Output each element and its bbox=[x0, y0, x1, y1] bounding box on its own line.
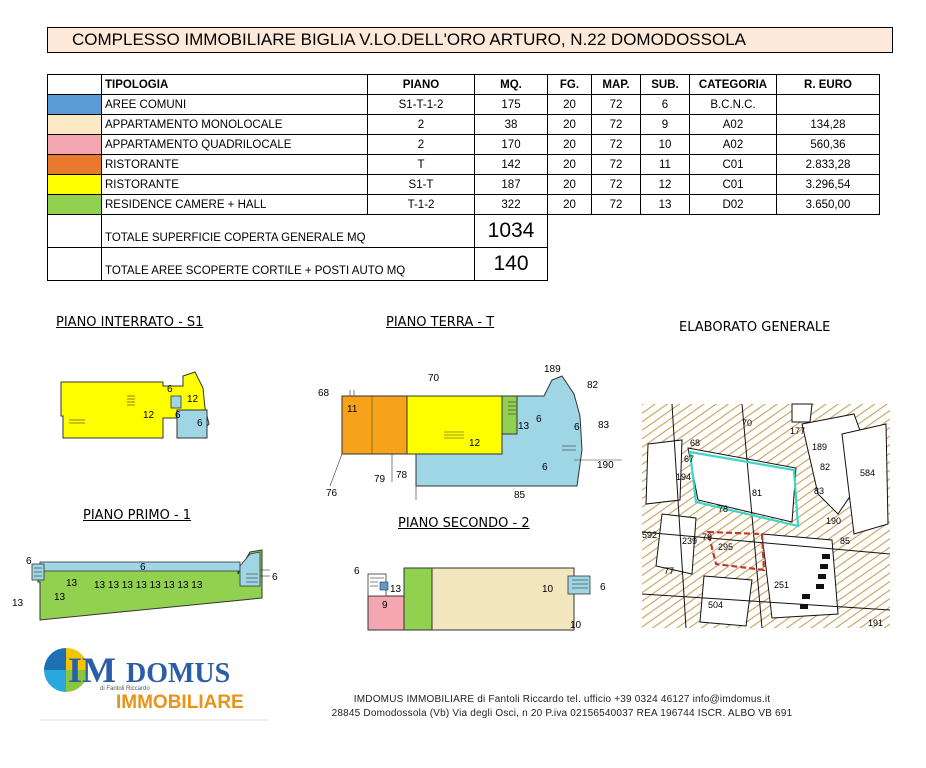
cell-map: 72 bbox=[592, 175, 641, 195]
stair-6-area bbox=[380, 582, 388, 590]
label-13-bottom: 13 bbox=[54, 592, 66, 603]
table-row bbox=[48, 115, 880, 135]
label-78: 78 bbox=[396, 470, 408, 481]
cell-tipologia: APPARTAMENTO QUADRILOCALE bbox=[102, 135, 368, 155]
stair-area bbox=[171, 396, 181, 408]
label-79: 79 bbox=[374, 474, 386, 485]
cell-rendita: 134,28 bbox=[777, 115, 880, 135]
header-rendita: R. EURO bbox=[777, 75, 880, 95]
cell-sub: 9 bbox=[641, 115, 690, 135]
header-map: MAP. bbox=[592, 75, 641, 95]
label-68: 68 bbox=[318, 388, 330, 399]
table-row bbox=[48, 175, 880, 195]
header-fg: FG. bbox=[548, 75, 592, 95]
title-elaborato-generale: ELABORATO GENERALE bbox=[679, 320, 831, 335]
total-open-label: TOTALE AREE SCOPERTE CORTILE + POSTI AUTO MQ bbox=[102, 248, 475, 281]
label-82: 82 bbox=[587, 380, 599, 391]
cell-mq: 170 bbox=[475, 135, 548, 155]
label-76: 76 bbox=[326, 488, 338, 499]
label-6c: 6 bbox=[542, 462, 548, 473]
title-piano-interrato: PIANO INTERRATO - S1 bbox=[56, 315, 204, 330]
cell-tipologia: AREE COMUNI bbox=[102, 95, 368, 115]
cadastral-table bbox=[47, 74, 880, 281]
cell-rendita: 2.833,28 bbox=[777, 155, 880, 175]
cell-rendita: 560,36 bbox=[777, 135, 880, 155]
map-label-295: 295 bbox=[718, 542, 734, 552]
map-label-79: 79 bbox=[702, 532, 713, 542]
label-83: 83 bbox=[598, 420, 610, 431]
unit-13-area bbox=[404, 568, 432, 630]
map-label-77: 77 bbox=[664, 566, 675, 576]
cell-mq: 142 bbox=[475, 155, 548, 175]
header-sub: SUB. bbox=[641, 75, 690, 95]
total-covered-row bbox=[48, 215, 880, 248]
cadastral-map bbox=[642, 404, 890, 628]
blank-swatch bbox=[48, 215, 102, 248]
label-11: 11 bbox=[347, 404, 358, 415]
label-70: 70 bbox=[428, 373, 440, 384]
cell-fg: 20 bbox=[548, 175, 592, 195]
cell-categoria: A02 bbox=[690, 135, 777, 155]
cell-piano: T bbox=[368, 155, 475, 175]
label-13-outer: 13 bbox=[12, 598, 24, 609]
map-label-78: 78 bbox=[718, 504, 729, 514]
total-covered-value: 1034 bbox=[475, 215, 548, 248]
label-13: 13 bbox=[518, 421, 530, 432]
cell-piano: S1-T bbox=[368, 175, 475, 195]
plan-interrato bbox=[55, 368, 225, 443]
cell-map: 72 bbox=[592, 95, 641, 115]
title-piano-terra: PIANO TERRA - T bbox=[386, 315, 495, 330]
cell-categoria: D02 bbox=[690, 195, 777, 215]
table-row bbox=[48, 155, 880, 175]
header-piano: PIANO bbox=[368, 75, 475, 95]
agency-address bbox=[282, 693, 842, 721]
address-line-1: IMDOMUS IMMOBILIARE di Fantoli Riccardo tel. ufficio +39 0324 46127 info@imdomus.it bbox=[353, 694, 771, 705]
cell-sub: 13 bbox=[641, 195, 690, 215]
logo-immobiliare: IMMOBILIARE bbox=[116, 692, 244, 713]
map-label-191: 191 bbox=[868, 618, 884, 628]
cell-map: 72 bbox=[592, 195, 641, 215]
swatch-header bbox=[48, 75, 102, 95]
unit-12-area bbox=[407, 396, 502, 454]
cell-fg: 20 bbox=[548, 195, 592, 215]
cell-mq: 38 bbox=[475, 115, 548, 135]
map-label-177: 177 bbox=[790, 426, 806, 436]
cell-mq: 175 bbox=[475, 95, 548, 115]
cell-tipologia: RISTORANTE bbox=[102, 155, 368, 175]
total-covered-label: TOTALE SUPERFICIE COPERTA GENERALE MQ bbox=[102, 215, 475, 248]
color-swatch bbox=[48, 135, 102, 155]
cell-mq: 187 bbox=[475, 175, 548, 195]
label-6-corridor: 6 bbox=[140, 562, 146, 573]
total-open-row bbox=[48, 248, 880, 281]
label-6-left: 6 bbox=[354, 566, 360, 577]
blank-swatch bbox=[48, 248, 102, 281]
plan-secondo bbox=[348, 564, 618, 634]
title-piano-secondo: PIANO SECONDO - 2 bbox=[398, 516, 530, 531]
cell-categoria: C01 bbox=[690, 175, 777, 195]
cell-piano: S1-T-1-2 bbox=[368, 95, 475, 115]
cell-map: 72 bbox=[592, 155, 641, 175]
cell-piano: T-1-2 bbox=[368, 195, 475, 215]
cell-sub: 12 bbox=[641, 175, 690, 195]
color-swatch bbox=[48, 195, 102, 215]
label-6b: 6 bbox=[574, 422, 580, 433]
map-label-68: 68 bbox=[690, 438, 701, 448]
label-12: 12 bbox=[469, 438, 481, 449]
map-label-82: 82 bbox=[820, 462, 831, 472]
label-6-left: 6 bbox=[26, 556, 32, 567]
map-label-189: 189 bbox=[812, 442, 828, 452]
title-piano-primo: PIANO PRIMO - 1 bbox=[83, 508, 192, 523]
cell-tipologia: RISTORANTE bbox=[102, 175, 368, 195]
map-label-85: 85 bbox=[840, 536, 851, 546]
label-13-room: 13 bbox=[66, 578, 78, 589]
map-label-67: 67 bbox=[684, 454, 695, 464]
logo-sub: di Fantoli Riccardo bbox=[100, 686, 150, 692]
map-label-70: 70 bbox=[742, 418, 753, 428]
cell-sub: 10 bbox=[641, 135, 690, 155]
logo-im: IM bbox=[68, 650, 116, 690]
map-label-190: 190 bbox=[826, 516, 842, 526]
document-title: COMPLESSO IMMOBILIARE BIGLIA V.LO.DELL'ORO ARTURO, N.22 DOMODOSSOLA bbox=[47, 27, 893, 53]
table-row bbox=[48, 135, 880, 155]
label-12b: 12 bbox=[187, 394, 199, 405]
map-label-504: 504 bbox=[708, 600, 724, 610]
table-row bbox=[48, 95, 880, 115]
label-190: 190 bbox=[597, 460, 614, 471]
cell-categoria: C01 bbox=[690, 155, 777, 175]
cell-sub: 11 bbox=[641, 155, 690, 175]
logo-domus: DOMUS bbox=[126, 658, 231, 689]
label-6a: 6 bbox=[167, 384, 173, 395]
cell-categoria: A02 bbox=[690, 115, 777, 135]
map-label-194: 194 bbox=[676, 472, 692, 482]
cell-fg: 20 bbox=[548, 95, 592, 115]
label-12a: 12 bbox=[143, 410, 155, 421]
label-6-right: 6 bbox=[272, 572, 278, 583]
map-label-81: 81 bbox=[752, 488, 763, 498]
color-swatch bbox=[48, 155, 102, 175]
total-open-value: 140 bbox=[475, 248, 548, 281]
label-6c: 6 bbox=[197, 418, 203, 429]
cell-rendita: 3.650,00 bbox=[777, 195, 880, 215]
table-row bbox=[48, 195, 880, 215]
label-13: 13 bbox=[390, 584, 402, 595]
cell-piano: 2 bbox=[368, 135, 475, 155]
cell-sub: 6 bbox=[641, 95, 690, 115]
plan-terra bbox=[312, 360, 630, 502]
map-label-239: 239 bbox=[682, 536, 698, 546]
label-13-rooms: 13 13 13 13 13 13 13 13 bbox=[94, 580, 203, 591]
label-189: 189 bbox=[544, 364, 561, 375]
map-label-584: 584 bbox=[860, 468, 876, 478]
cell-tipologia: APPARTAMENTO MONOLOCALE bbox=[102, 115, 368, 135]
cell-rendita bbox=[777, 95, 880, 115]
cell-fg: 20 bbox=[548, 115, 592, 135]
cell-fg: 20 bbox=[548, 135, 592, 155]
label-85: 85 bbox=[514, 490, 526, 501]
header-categoria: CATEGORIA bbox=[690, 75, 777, 95]
cell-piano: 2 bbox=[368, 115, 475, 135]
color-swatch bbox=[48, 95, 102, 115]
map-label-83: 83 bbox=[814, 486, 825, 496]
map-label-592: 592 bbox=[642, 530, 658, 540]
cell-mq: 322 bbox=[475, 195, 548, 215]
label-10-bottom: 10 bbox=[570, 620, 582, 631]
unit-10-area bbox=[432, 568, 574, 630]
address-line-2: 28845 Domodossola (Vb) Via degli Osci, n 20 P.iva 02156540037 REA 196744 ISCR. ALBO VB 691 bbox=[331, 708, 793, 719]
cell-map: 72 bbox=[592, 135, 641, 155]
imdomus-logo bbox=[40, 644, 268, 722]
header-mq: MQ. bbox=[475, 75, 548, 95]
label-6a: 6 bbox=[536, 414, 542, 425]
label-9: 9 bbox=[382, 600, 388, 611]
plan-primo bbox=[10, 546, 285, 616]
color-swatch bbox=[48, 115, 102, 135]
color-swatch bbox=[48, 175, 102, 195]
cell-fg: 20 bbox=[548, 155, 592, 175]
stair-6-right bbox=[568, 576, 590, 594]
header-tipologia: TIPOLOGIA bbox=[102, 75, 368, 95]
label-10-room: 10 bbox=[542, 584, 554, 595]
map-label-251: 251 bbox=[774, 580, 790, 590]
cell-rendita: 3.296,54 bbox=[777, 175, 880, 195]
label-6b: 6 bbox=[175, 410, 181, 421]
cell-categoria: B.C.N.C. bbox=[690, 95, 777, 115]
table-header-row bbox=[48, 75, 880, 95]
cell-tipologia: RESIDENCE CAMERE + HALL bbox=[102, 195, 368, 215]
label-6-right: 6 bbox=[600, 582, 606, 593]
cell-map: 72 bbox=[592, 115, 641, 135]
